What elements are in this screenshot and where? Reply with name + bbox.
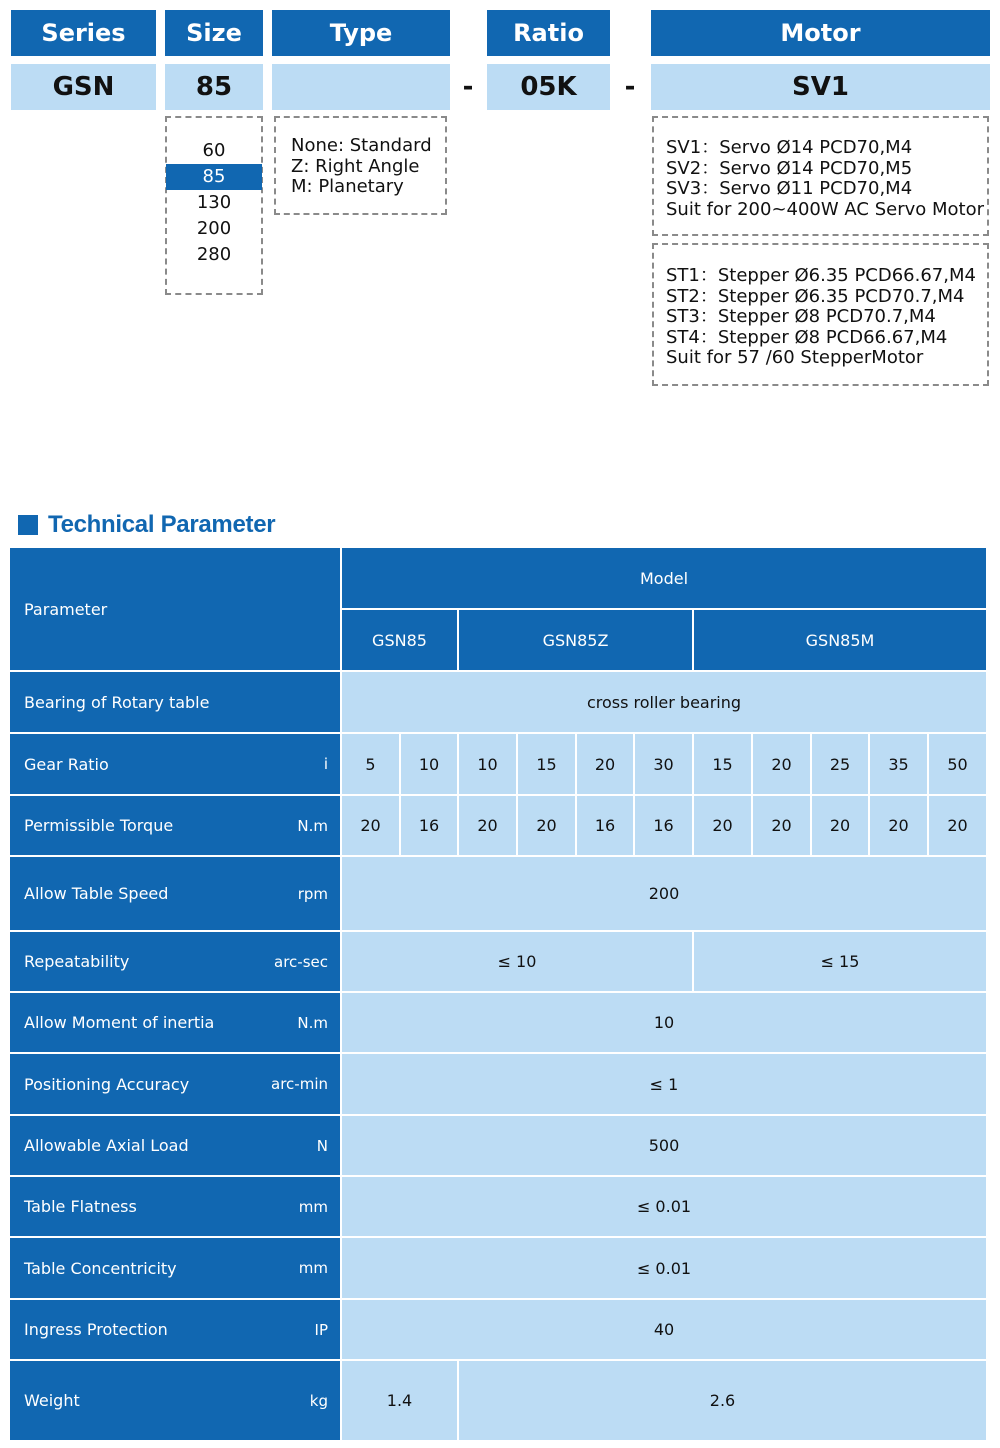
- motor-option: ST2：Stepper Ø6.35 PCD70.7,M4: [666, 285, 965, 307]
- table-cell: 200: [342, 857, 988, 932]
- table-cell: ≤ 0.01: [342, 1177, 988, 1238]
- motor-stepper-box: [652, 243, 989, 386]
- table-cell: 20: [694, 796, 753, 857]
- section-title-text: Technical Parameter: [48, 511, 276, 538]
- motor-option: ST1：Stepper Ø6.35 PCD66.67,M4: [666, 265, 976, 286]
- table-cell: 30: [635, 734, 694, 796]
- unit-label: mm: [298, 1197, 328, 1216]
- table-cell: 20: [753, 734, 812, 796]
- row-label-concentricity: Table Concentricity mm: [10, 1238, 342, 1300]
- separator-dash: -: [624, 72, 636, 102]
- row-label-axial-load: Allowable Axial Load N: [10, 1116, 342, 1177]
- unit-label: N.m: [297, 816, 328, 835]
- motor-value: SV1: [651, 64, 990, 110]
- table-cell: 35: [870, 734, 929, 796]
- table-cell: 20: [577, 734, 635, 796]
- unit-label: rpm: [297, 884, 328, 903]
- unit-label: N.m: [297, 1013, 328, 1032]
- row-label-repeatability: Repeatability arc-sec: [10, 932, 342, 993]
- table-cell: 16: [577, 796, 635, 857]
- square-bullet-icon: [18, 515, 38, 535]
- separator-dash: -: [462, 72, 474, 102]
- unit-label: IP: [314, 1320, 328, 1339]
- motor-note: Suit for 200~400W AC Servo Motor: [666, 198, 984, 220]
- table-cell: 20: [929, 796, 988, 857]
- table-cell: 10: [459, 734, 518, 796]
- motor-option: ST4：Stepper Ø8 PCD66.67,M4: [666, 326, 948, 348]
- row-label-inertia: Allow Moment of inertia N.m: [10, 993, 342, 1054]
- table-cell: 16: [635, 796, 694, 857]
- motor-option: SV2：Servo Ø14 PCD70,M5: [666, 157, 913, 179]
- motor-option: SV3：Servo Ø11 PCD70,M4: [666, 178, 913, 199]
- unit-label: N: [316, 1136, 328, 1155]
- row-label-flatness: Table Flatness mm: [10, 1177, 342, 1238]
- model-name: GSN85: [342, 610, 459, 672]
- size-header: Size: [165, 10, 263, 56]
- model-name: GSN85M: [694, 610, 988, 672]
- size-option: 130: [196, 192, 232, 213]
- ratio-value: 05K: [487, 64, 610, 110]
- type-header: Type: [272, 10, 450, 56]
- table-cell: 20: [870, 796, 929, 857]
- table-cell: ≤ 10: [342, 932, 694, 993]
- table-cell: 2.6: [459, 1361, 988, 1440]
- row-label-bearing: Bearing of Rotary table: [10, 672, 342, 734]
- type-value: [272, 64, 450, 110]
- table-cell: 10: [401, 734, 459, 796]
- table-cell: ≤ 15: [694, 932, 988, 993]
- table-cell: ≤ 0.01: [342, 1238, 988, 1300]
- table-cell: 20: [812, 796, 870, 857]
- table-cell: 20: [342, 796, 401, 857]
- table-cell: cross roller bearing: [342, 672, 988, 734]
- unit-label: arc-sec: [274, 952, 328, 971]
- motor-header: Motor: [651, 10, 990, 56]
- table-cell: 16: [401, 796, 459, 857]
- size-value: 85: [165, 64, 263, 110]
- row-label-gear-ratio: Gear Ratio i: [10, 734, 342, 796]
- unit-label: mm: [298, 1259, 328, 1277]
- row-label-ingress: Ingress Protection IP: [10, 1300, 342, 1361]
- type-options-box: [274, 116, 447, 215]
- motor-option: ST3：Stepper Ø8 PCD70.7,M4: [666, 306, 936, 327]
- size-option-selected: 85: [166, 164, 262, 190]
- unit-label: kg: [309, 1391, 328, 1410]
- motor-option: SV1：Servo Ø14 PCD70,M4: [666, 137, 913, 158]
- row-label-speed: Allow Table Speed rpm: [10, 857, 342, 932]
- table-cell: 5: [342, 734, 401, 796]
- type-option: M: Planetary: [291, 176, 404, 197]
- table-cell: 20: [518, 796, 577, 857]
- unit-label: i: [323, 755, 328, 773]
- type-option: Z: Right Angle: [291, 155, 420, 177]
- size-option: 280: [196, 244, 232, 265]
- table-cell: 50: [929, 734, 988, 796]
- technical-parameter-table: [10, 548, 988, 1440]
- section-title: [18, 511, 275, 539]
- model-header: Model: [342, 548, 988, 610]
- size-option: 60: [202, 140, 226, 161]
- row-label-accuracy: Positioning Accuracy arc-min: [10, 1054, 342, 1116]
- ratio-header: Ratio: [487, 10, 610, 56]
- table-cell: 15: [694, 734, 753, 796]
- table-cell: 1.4: [342, 1361, 459, 1440]
- row-label-torque: Permissible Torque N.m: [10, 796, 342, 857]
- table-cell: 40: [342, 1300, 988, 1361]
- size-options-list: [166, 138, 262, 268]
- series-header: Series: [11, 10, 156, 56]
- table-cell: 15: [518, 734, 577, 796]
- table-cell: ≤ 1: [342, 1054, 988, 1116]
- series-value: GSN: [11, 64, 156, 110]
- table-cell: 20: [459, 796, 518, 857]
- motor-servo-box: [652, 116, 989, 236]
- row-label-weight: Weight kg: [10, 1361, 342, 1440]
- table-cell: 500: [342, 1116, 988, 1177]
- motor-note: Suit for 57 /60 StepperMotor: [666, 347, 924, 368]
- size-option: 200: [196, 218, 232, 239]
- type-option: None: Standard: [291, 135, 432, 156]
- table-cell: 20: [753, 796, 812, 857]
- unit-label: arc-min: [271, 1075, 328, 1093]
- model-name: GSN85Z: [459, 610, 694, 672]
- table-cell: 10: [342, 993, 988, 1054]
- table-cell: 25: [812, 734, 870, 796]
- parameter-header: Parameter: [10, 548, 342, 672]
